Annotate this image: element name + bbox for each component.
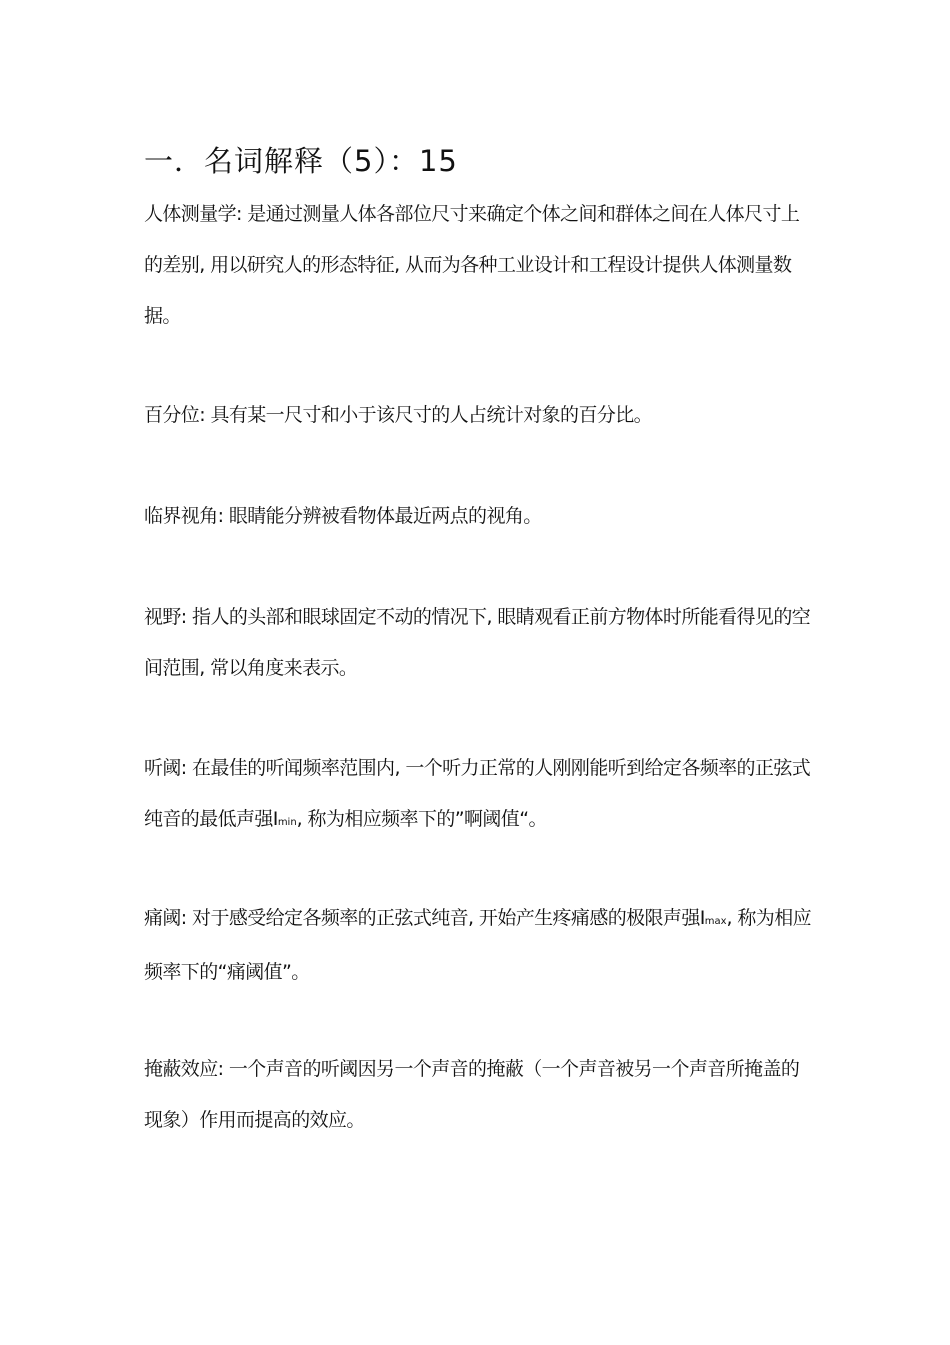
hearing-threshold-text-end: , 称为相应频率下的”啊阈值“。 (296, 808, 547, 830)
section-heading: 一．名词解释（5）：15 (144, 144, 458, 178)
pain-threshold-subscript: max (704, 916, 727, 927)
term-masking-effect: 掩蔽效应: 一个声音的听阈因另一个声音的掩蔽（一个声音被另一个声音所掩盖的现象）作用而提高的效应。 (144, 1058, 800, 1131)
hearing-threshold-subscript: min (277, 817, 297, 828)
pain-threshold-text-end: , 称为相应频率下的“痛阈值”。 (144, 907, 812, 983)
term-critical-visual-angle: 临界视角: 眼睛能分辨被看物体最近两点的视角。 (144, 505, 542, 527)
term-anthropometry: 人体测量学: 是通过测量人体各部位尺寸来确定个体之间和群体之间在人体尺寸上的差别, 用以研究人的形态特征, 从而为各种工业设计和工程设计提供人体测量数据。 (144, 203, 800, 327)
pain-threshold-text: 痛阈: 对于感受给定各频率的正弦式纯音, 开始产生疼痛感的极限声强I (144, 907, 705, 929)
term-visual-field: 视野: 指人的头部和眼球固定不动的情况下, 眼睛观看正前方物体时所能看得见的空间范围, 常以角度来表示。 (144, 606, 811, 679)
term-percentile: 百分位: 具有某一尺寸和小于该尺寸的人占统计对象的百分比。 (144, 404, 653, 426)
hearing-threshold-text: 听阈: 在最佳的听闻频率范围内, 一个听力正常的人刚刚能听到给定各频率的正弦式纯音的最低声强I (144, 757, 811, 830)
term-hearing-threshold (144, 743, 812, 848)
term-pain-threshold (144, 893, 812, 998)
